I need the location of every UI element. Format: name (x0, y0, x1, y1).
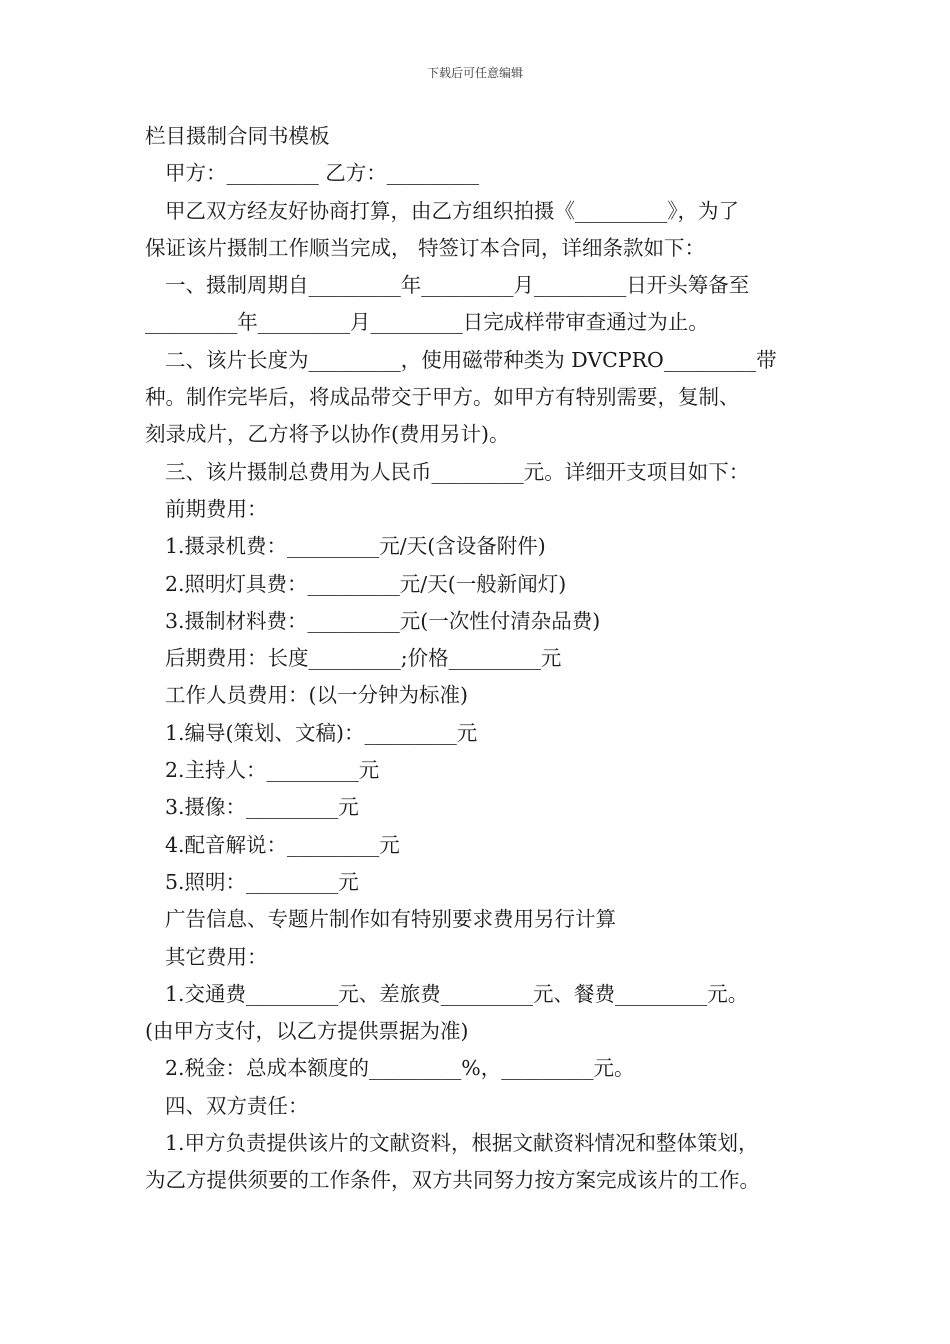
fee-item: 1.编导(策划、文稿)：_________元 (165, 720, 478, 745)
section-heading: 工作人员费用：(以一分钟为标准) (165, 683, 468, 708)
fee-item: 1.交通费_________元、差旅费_________元、餐费_________元。 (165, 981, 749, 1006)
clause-2-line: 二、该片长度为_________，使用磁带种类为 DVCPRO_________带 (165, 347, 777, 372)
fee-item: 5.照明：_________元 (165, 869, 359, 894)
paragraph-line: 保证该片摄制工作顺当完成， 特签订本合同，详细条款如下： (145, 235, 706, 260)
section-heading: 前期费用： (165, 496, 268, 521)
clause-2-line: 种。制作完毕后，将成品带交于甲方。如甲方有特别需要，复制、 (145, 385, 740, 410)
paragraph-line: 甲乙双方经友好协商打算，由乙方组织拍摄《_________》，为了 (165, 198, 739, 223)
document-body (145, 118, 810, 1200)
fee-item: 3.摄制材料费：_________元(一次性付清杂品费) (165, 608, 601, 633)
document-title: 栏目摄制合同书模板 (145, 124, 330, 148)
party-line: 甲方：_________ 乙方：_________ (165, 161, 480, 186)
clause-4-line: 1.甲方负责提供该片的文献资料，根据文献资料情况和整体策划， (165, 1131, 759, 1156)
clause-4-heading: 四、双方责任： (165, 1093, 309, 1118)
clause-4-line: 为乙方提供须要的工作条件，双方共同努力按方案完成该片的工作。 (145, 1168, 760, 1193)
paragraph-line: (由甲方支付，以乙方提供票据为准) (145, 1019, 469, 1044)
fee-item: 后期费用：长度_________;价格_________元 (165, 646, 562, 671)
fee-item: 1.摄录机费：_________元/天(含设备附件) (165, 534, 546, 559)
clause-2-line: 刻录成片，乙方将予以协作(费用另计)。 (145, 422, 510, 447)
page-header: 下载后可任意编辑 (426, 66, 523, 80)
fee-item: 2.主持人：_________元 (165, 758, 380, 783)
clause-1-line: 一、摄制周期自_________年_________月_________日开头筹备至 (165, 273, 750, 298)
paragraph-line: 广告信息、专题片制作如有特别要求费用另行计算 (165, 907, 616, 932)
fee-item: 2.税金：总成本额度的_________%，_________元。 (165, 1056, 635, 1081)
clause-3-line: 三、该片摄制总费用为人民币_________元。详细开支项目如下： (165, 459, 750, 484)
fee-item: 3.摄像：_________元 (165, 795, 359, 820)
fee-item: 4.配音解说：_________元 (165, 832, 400, 857)
fee-item: 2.照明灯具费：_________元/天(一般新闻灯) (165, 571, 567, 596)
section-heading: 其它费用： (165, 944, 268, 969)
clause-1-line: _________年_________月_________日完成样带审查通过为止。 (145, 310, 709, 335)
